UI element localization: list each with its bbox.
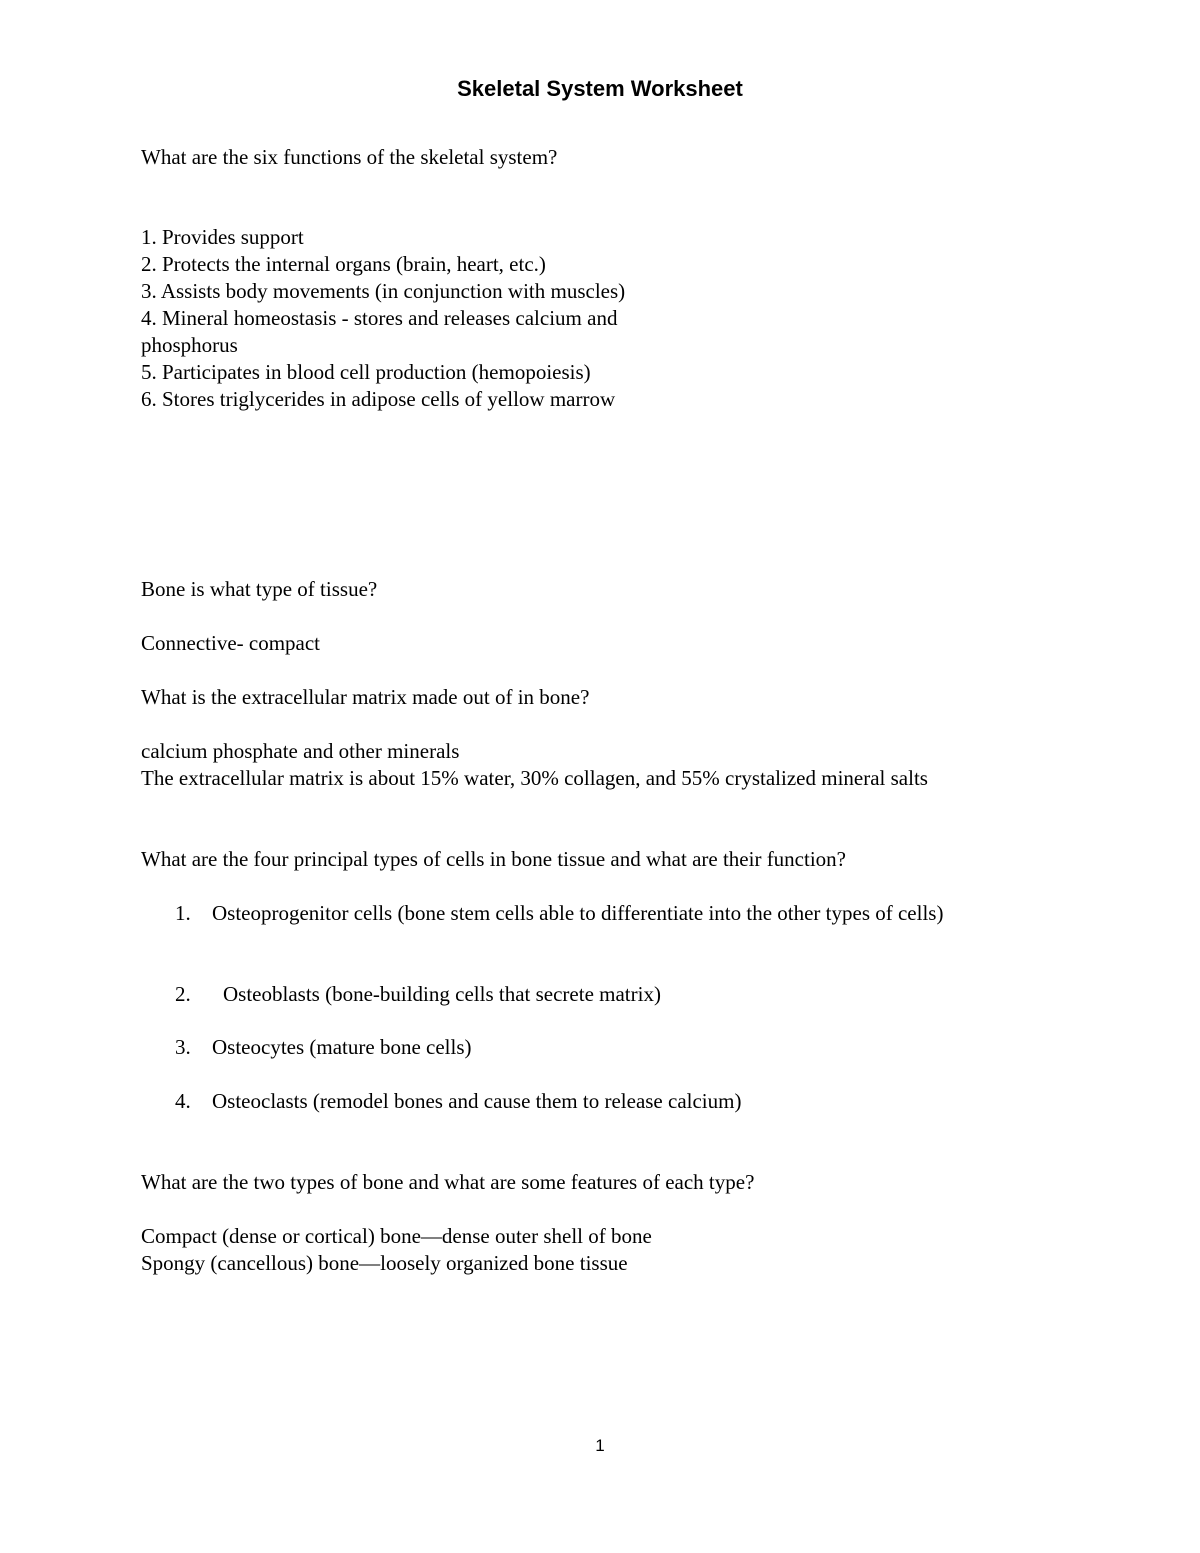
list-number: 2. xyxy=(175,982,191,1006)
answer-line: calcium phosphate and other minerals xyxy=(141,739,460,763)
page-title: Skeletal System Worksheet xyxy=(457,76,743,101)
question-functions: What are the six functions of the skeletal system? xyxy=(141,145,558,169)
answer-line: Compact (dense or cortical) bone—dense outer shell of bone xyxy=(141,1224,652,1248)
list-text: Osteoprogenitor cells (bone stem cells able to differentiate into the other types of cells) xyxy=(212,901,944,925)
list-text: Osteoclasts (remodel bones and cause them to release calcium) xyxy=(212,1089,742,1113)
answer-line: 5. Participates in blood cell production (hemopoiesis) xyxy=(141,360,591,384)
list-number: 4. xyxy=(175,1089,191,1113)
page-number: 1 xyxy=(595,1436,605,1455)
answer-line: 3. Assists body movements (in conjunction with muscles) xyxy=(141,279,626,303)
answer-line: 2. Protects the internal organs (brain, heart, etc.) xyxy=(141,252,546,276)
question-extracellular-matrix: What is the extracellular matrix made out of in bone? xyxy=(141,685,590,709)
list-number: 3. xyxy=(175,1035,191,1059)
answer-line: Connective- compact xyxy=(141,631,321,655)
answer-line: phosphorus xyxy=(141,333,238,357)
answer-line: 4. Mineral homeostasis - stores and releases calcium and xyxy=(141,306,618,330)
answer-line: Spongy (cancellous) bone—loosely organized bone tissue xyxy=(141,1251,628,1275)
list-number: 1. xyxy=(175,901,191,925)
question-bone-types: What are the two types of bone and what are some features of each type? xyxy=(141,1170,755,1194)
answer-line: The extracellular matrix is about 15% water, 30% collagen, and 55% crystalized mineral salts xyxy=(141,766,928,790)
answer-line: 6. Stores triglycerides in adipose cells of yellow marrow xyxy=(141,387,616,411)
question-tissue-type: Bone is what type of tissue? xyxy=(141,577,378,601)
list-text: Osteocytes (mature bone cells) xyxy=(212,1035,472,1059)
question-cell-types: What are the four principal types of cells in bone tissue and what are their function? xyxy=(141,847,846,871)
list-text: Osteoblasts (bone-building cells that secrete matrix) xyxy=(223,982,661,1006)
answer-line: 1. Provides support xyxy=(141,225,304,249)
